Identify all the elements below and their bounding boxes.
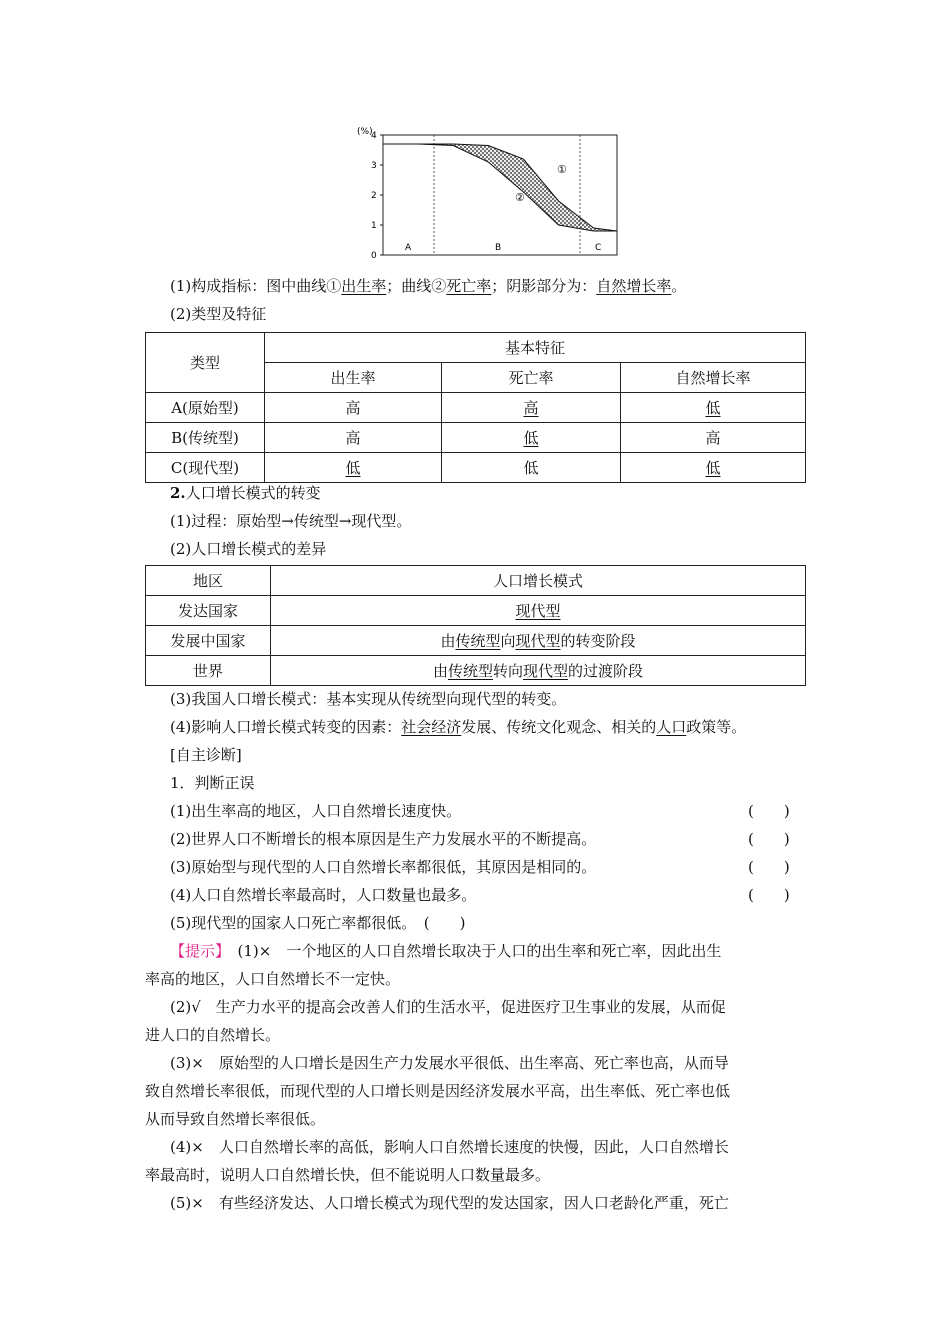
difference-table — [145, 565, 806, 686]
hint-4b: 率最高时，说明人口自然增长快，但不能说明人口数量最多。 — [145, 1166, 551, 1184]
curve-label-1: ① — [557, 163, 567, 176]
th-natural: 自然增长率 — [621, 363, 806, 393]
hint-2a: (2)√ 生产力水平的提高会改善人们的生活水平，促进医疗卫生事业的发展，从而促 — [170, 998, 726, 1016]
table-row: B(传统型) 高 低 高 — [146, 423, 806, 453]
question-1: (1)出生率高的地区，人口自然增长速度快。 — [170, 802, 462, 820]
hint-4a: (4)× 人口自然增长率的高低，影响人口自然增长速度的快慢，因此，人口自然增长 — [170, 1138, 729, 1156]
answer-blank-1[interactable]: ( ) — [748, 802, 790, 820]
y-axis-ticks — [371, 131, 383, 260]
section-2-heading: 2.人口增长模式的转变 — [170, 484, 321, 502]
hint-2b: 进人口的自然增长。 — [145, 1026, 281, 1044]
difference-heading: (2)人口增长模式的差异 — [170, 540, 327, 558]
stage-label-a: A — [405, 243, 412, 253]
answer-blank-3[interactable]: ( ) — [748, 858, 790, 876]
question-3: (3)原始型与现代型的人口自然增长率都很低，其原因是相同的。 — [170, 858, 597, 876]
th-birth: 出生率 — [265, 363, 442, 393]
th-region: 地区 — [146, 566, 271, 596]
self-diagnosis-heading: [自主诊断] — [170, 746, 242, 764]
answer-blank-2[interactable]: ( ) — [748, 830, 790, 848]
answer-blank-5[interactable]: ( ) — [423, 914, 466, 932]
judge-heading: 1．判断正误 — [170, 774, 255, 792]
question-2: (2)世界人口不断增长的根本原因是生产力发展水平的不断提高。 — [170, 830, 597, 848]
types-heading: (2)类型及特征 — [170, 305, 267, 323]
hint-3a: (3)× 原始型的人口增长是因生产力发展水平很低、出生率高、死亡率也高，从而导 — [170, 1054, 729, 1072]
y-tick-label: 0 — [371, 251, 377, 260]
th-basic: 基本特征 — [265, 333, 806, 363]
question-4: (4)人口自然增长率最高时，人口数量也最多。 — [170, 886, 477, 904]
stage-label-b: B — [495, 243, 502, 253]
hint-1a: 【提示】 (1)× 一个地区的人口自然增长取决于人口的出生率和死亡率，因此出生 — [170, 942, 722, 960]
table-row: 发展中国家 由传统型向现代型的转变阶段 — [146, 626, 806, 656]
curve-label-2: ② — [515, 191, 525, 204]
table-row: 世界 由传统型转向现代型的过渡阶段 — [146, 656, 806, 686]
y-tick-label: 2 — [371, 191, 377, 201]
th-type: 类型 — [146, 333, 265, 393]
stage-label-c: C — [595, 243, 602, 253]
natural-growth-shading — [383, 144, 617, 231]
hint-5a: (5)× 有些经济发达、人口增长模式为现代型的发达国家，因人口老龄化严重，死亡 — [170, 1194, 729, 1212]
th-mode: 人口增长模式 — [271, 566, 806, 596]
y-unit-label: (%) — [357, 127, 373, 137]
hint-3b: 致自然增长率很低，而现代型的人口增长则是因经济发展水平高，出生率低、死亡率也低 — [145, 1082, 731, 1100]
population-growth-chart — [355, 125, 625, 260]
composition-indicators: (1)构成指标：图中曲线①出生率；曲线②死亡率；阴影部分为：自然增长率。 — [170, 277, 687, 295]
question-5: (5)现代型的国家人口死亡率都很低。 ( ) — [170, 914, 466, 932]
th-death: 死亡率 — [442, 363, 621, 393]
y-tick-label: 4 — [371, 131, 377, 141]
factors-line: (4)影响人口增长模式转变的因素：社会经济发展、传统文化观念、相关的人口政策等。 — [170, 718, 747, 736]
types-table — [145, 332, 806, 483]
process-line: (1)过程：原始型→传统型→现代型。 — [170, 512, 412, 530]
table-row: 发达国家 现代型 — [146, 596, 806, 626]
y-tick-label: 1 — [371, 221, 377, 231]
hint-3c: 从而导致自然增长率很低。 — [145, 1110, 326, 1128]
table-row: C(现代型) 低 低 低 — [146, 453, 806, 483]
table-row: A(原始型) 高 高 低 — [146, 393, 806, 423]
hint-label: 【提示】 — [170, 942, 223, 960]
china-mode-line: (3)我国人口增长模式：基本实现从传统型向现代型的转变。 — [170, 690, 567, 708]
hint-1b: 率高的地区，人口自然增长不一定快。 — [145, 970, 401, 988]
answer-blank-4[interactable]: ( ) — [748, 886, 790, 904]
y-tick-label: 3 — [371, 161, 377, 171]
